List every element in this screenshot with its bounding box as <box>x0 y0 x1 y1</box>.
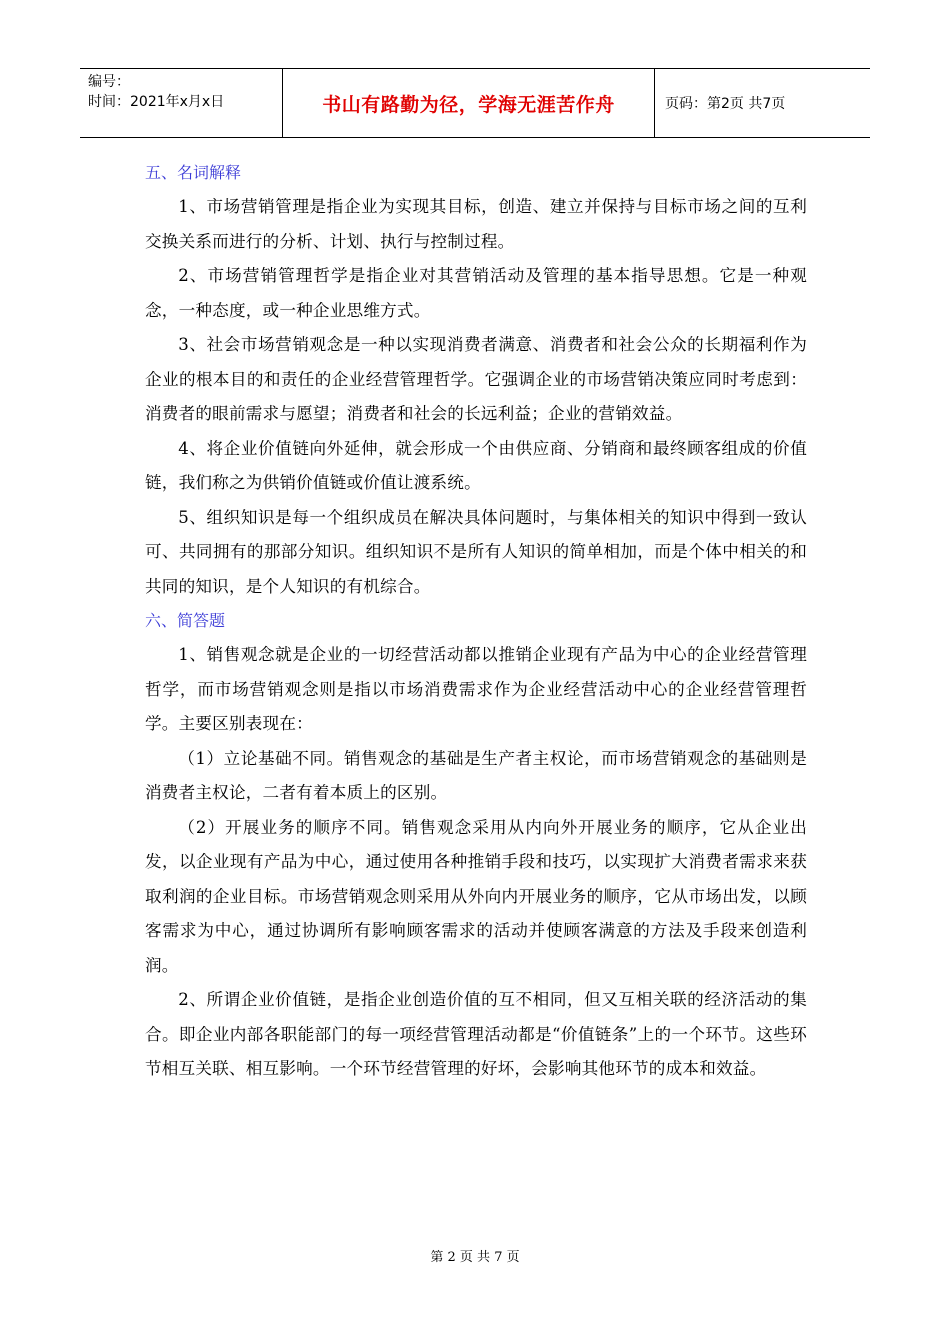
motto: 书山有路勤为径，学海无涯苦作舟 <box>322 93 615 116</box>
paragraph: （1）立论基础不同。销售观念的基础是生产者主权论，而市场营销观念的基础则是消费者主权论，二者有着本质上的区别。 <box>145 748 807 802</box>
page-footer: 第 2 页 共 7 页 <box>430 1250 520 1265</box>
paragraph: 2、市场营销管理哲学是指企业对其营销活动及管理的基本指导思想。它是一种观念，一种态度，或一种企业思维方式。 <box>145 266 807 320</box>
header-meta <box>80 69 283 137</box>
header-page-cell <box>655 69 870 137</box>
paragraph: 3、社会市场营销观念是一种以实现消费者满意、消费者和社会公众的长期福利作为企业的根本目的和责任的企业经营管理哲学。它强调企业的市场营销决策应同时考虑到：消费者的眼前需求与愿望；消费者和社会的长远利益；企业的营销效益。 <box>145 335 807 423</box>
paragraph: 5、组织知识是每一个组织成员在解决具体问题时，与集体相关的知识中得到一致认可、共同拥有的那部分知识。组织知识不是所有人知识的简单相加，而是个体中相关的和共同的知识，是个人知识的有机综合。 <box>145 507 807 596</box>
document-body <box>145 156 807 1087</box>
section-title-definitions: 五、名词解释 <box>145 163 242 182</box>
paragraph: 1、销售观念就是企业的一切经营活动都以推销企业现有产品为中心的企业经营管理哲学，而市场营销观念则是指以市场消费需求作为企业经营活动中心的企业经营管理哲学。主要区别表现在： <box>145 645 807 733</box>
time-label: 时间：2021年x月x日 <box>88 94 225 110</box>
paragraph: 1、市场营销管理是指企业为实现其目标，创造、建立并保持与目标市场之间的互利交换关系而进行的分析、计划、执行与控制过程。 <box>145 197 807 251</box>
page-info: 页码：第2页 共7页 <box>665 96 786 112</box>
section-title-short-answers: 六、简答题 <box>145 611 226 630</box>
paragraph: 2、所谓企业价值链，是指企业创造价值的互不相同，但又互相关联的经济活动的集合。即企业内部各职能部门的每一项经营管理活动都是“价值链条”上的一个环节。这些环节相互关联、相互影响。一个环节经营管理的好坏，会影响其他环节的成本和效益。 <box>145 990 807 1078</box>
paragraph: （2）开展业务的顺序不同。销售观念采用从内向外开展业务的顺序，它从企业出发，以企业现有产品为中心，通过使用各种推销手段和技巧，以实现扩大消费者需求来获取利润的企业目标。市场营销观念则采用从外向内开展业务的顺序，它从市场出发，以顾客需求为中心，通过协调所有影响顾客需求的活动并使顾客满意的方法及手段来创造利润。 <box>145 817 807 975</box>
header-table <box>80 68 870 138</box>
number-label: 编号： <box>88 74 130 90</box>
header-motto-cell <box>283 69 655 137</box>
paragraph: 4、将企业价值链向外延伸，就会形成一个由供应商、分销商和最终顾客组成的价值链，我们称之为供销价值链或价值让渡系统。 <box>145 438 807 492</box>
